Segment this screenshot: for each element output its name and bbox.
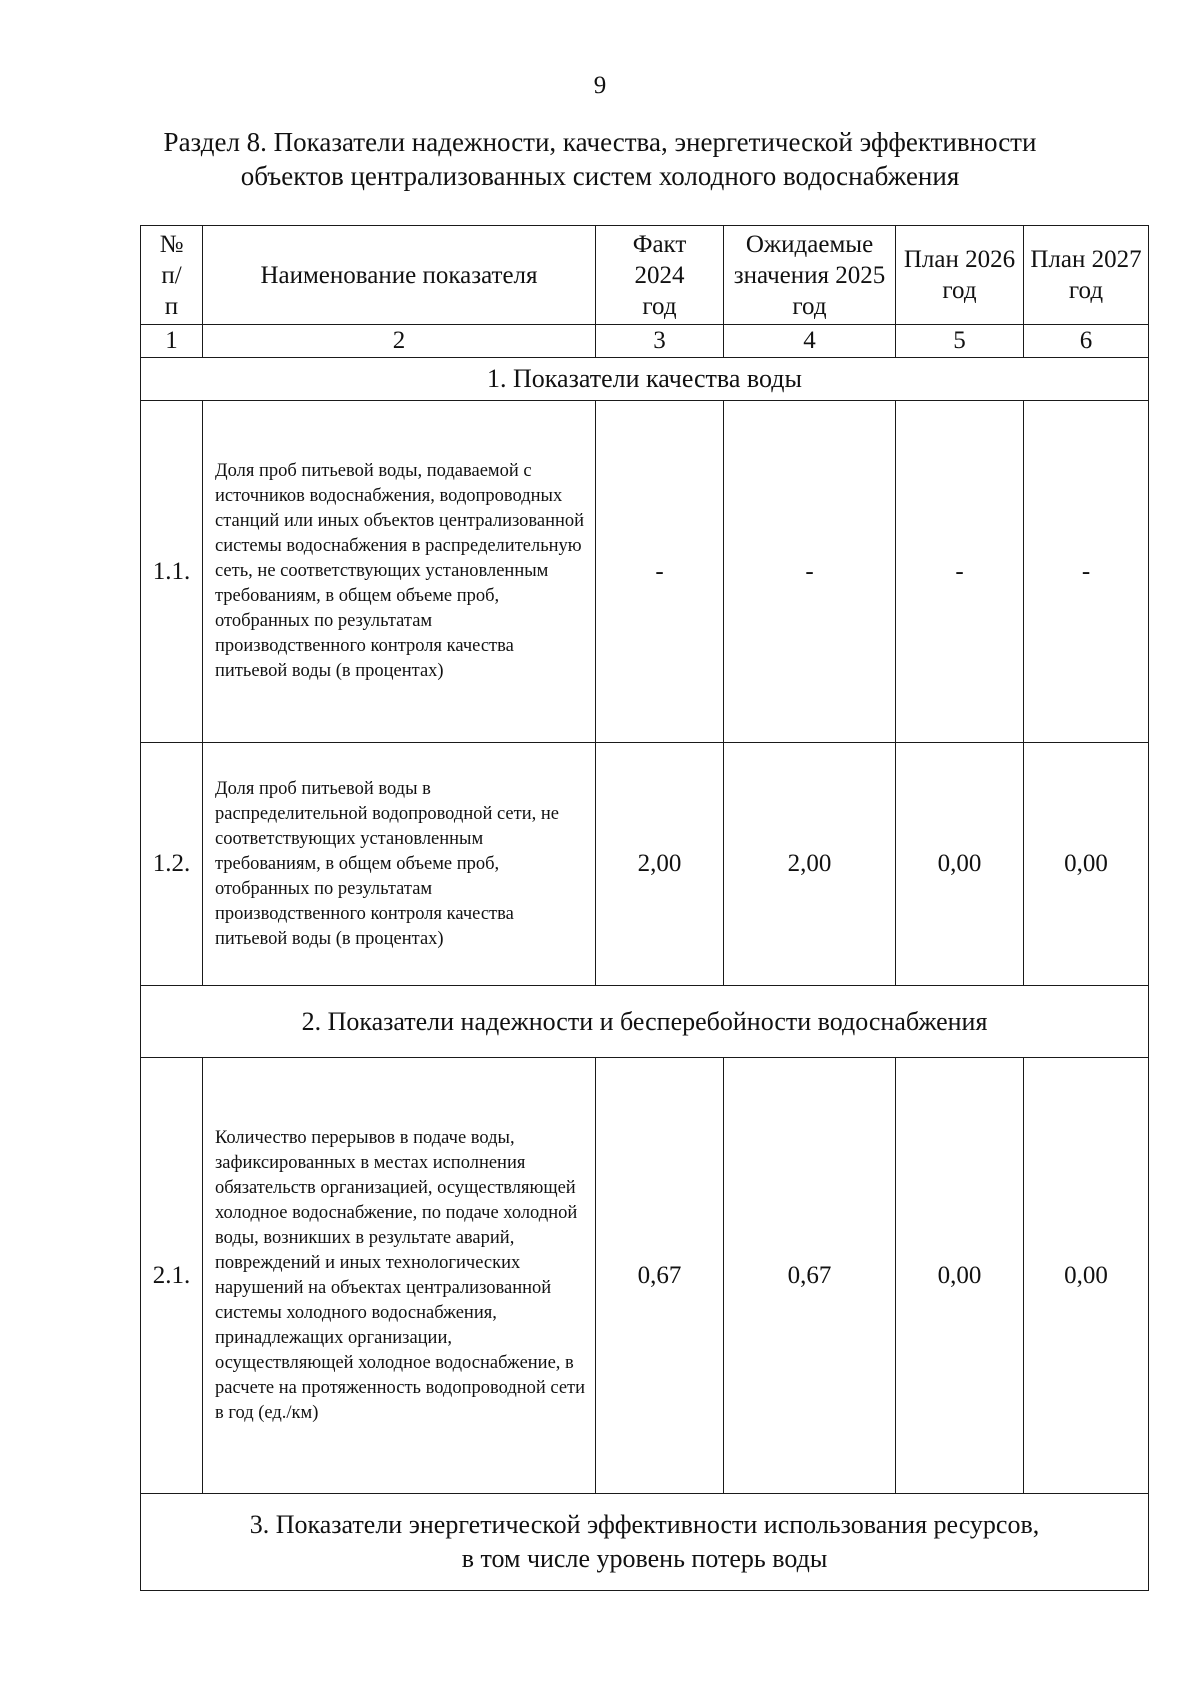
group-header-row <box>141 1494 1149 1591</box>
table-row <box>141 401 1149 743</box>
indicator-name: Доля проб питьевой воды, подаваемой с источников водоснабжения, водопроводных станций или иных объектов централизованной системы водоснабжения в распределительную сеть, не соответствующих установленным требованиям, в общем объеме проб, отобранных по результатам производственного контроля качества питьевой воды (в процентах) <box>203 401 596 743</box>
value-plan-2027: 0,00 <box>1024 743 1149 986</box>
column-number-row <box>141 325 1149 358</box>
header-row <box>141 226 1149 325</box>
page-number: 9 <box>593 72 607 99</box>
value-expected-2025: 0,67 <box>724 1058 896 1494</box>
header-plan-2026: План 2026 год <box>896 226 1024 325</box>
indicator-name: Доля проб питьевой воды в распределительной водопроводной сети, не соответствующих установленным требованиям, в общем объеме проб, отобранных по результатам производственного контроля качества питьевой воды (в процентах) <box>203 743 596 986</box>
column-number: 2 <box>203 325 596 358</box>
indicator-name: Количество перерывов в подаче воды, зафиксированных в местах исполнения обязательств организацией, осуществляющей холодное водоснабжение, по подаче холодной воды, возникших в результате аварий, повреждений и иных технологических нарушений на объектах централизованной системы холодного водоснабжения, принадлежащих организации, осуществляющей холодное водоснабжение, в расчете на протяженность водопроводной сети в год (ед./км) <box>203 1058 596 1494</box>
value-fact-2024: 0,67 <box>596 1058 724 1494</box>
section-title-line-2: объектов централизованных систем холодного водоснабжения <box>240 161 960 191</box>
section-title <box>120 125 1080 193</box>
value-fact-2024: - <box>596 401 724 743</box>
value-plan-2026: 0,00 <box>896 1058 1024 1494</box>
value-expected-2025: 2,00 <box>724 743 896 986</box>
table-row <box>141 1058 1149 1494</box>
group-title-energy-line-1: 3. Показатели энергетической эффективности использования ресурсов, <box>249 1510 1040 1539</box>
value-fact-2024: 2,00 <box>596 743 724 986</box>
group-title-reliability: 2. Показатели надежности и бесперебойности водоснабжения <box>141 986 1149 1058</box>
header-expected-2025: Ожидаемые значения 2025 год <box>724 226 896 325</box>
table-row <box>141 743 1149 986</box>
group-title-quality: 1. Показатели качества воды <box>141 358 1149 401</box>
header-name: Наименование показателя <box>203 226 596 325</box>
column-number: 6 <box>1024 325 1149 358</box>
value-plan-2026: 0,00 <box>896 743 1024 986</box>
group-title-energy-line-2: в том числе уровень потерь воды <box>461 1544 828 1573</box>
section-title-line-1: Раздел 8. Показатели надежности, качества, энергетической эффективности <box>163 127 1037 157</box>
group-header-row <box>141 358 1149 401</box>
row-number: 1.1. <box>141 401 203 743</box>
header-num: № п/п <box>141 226 203 325</box>
value-expected-2025: - <box>724 401 896 743</box>
row-number: 2.1. <box>141 1058 203 1494</box>
column-number: 4 <box>724 325 896 358</box>
value-plan-2026: - <box>896 401 1024 743</box>
column-number: 3 <box>596 325 724 358</box>
header-plan-2027: План 2027 год <box>1024 226 1149 325</box>
column-number: 1 <box>141 325 203 358</box>
row-number: 1.2. <box>141 743 203 986</box>
header-fact-2024: Факт 2024 год <box>596 226 724 325</box>
value-plan-2027: 0,00 <box>1024 1058 1149 1494</box>
column-number: 5 <box>896 325 1024 358</box>
group-title-energy <box>141 1494 1149 1591</box>
group-header-row <box>141 986 1149 1058</box>
value-plan-2027: - <box>1024 401 1149 743</box>
indicators-table <box>140 225 1149 1591</box>
